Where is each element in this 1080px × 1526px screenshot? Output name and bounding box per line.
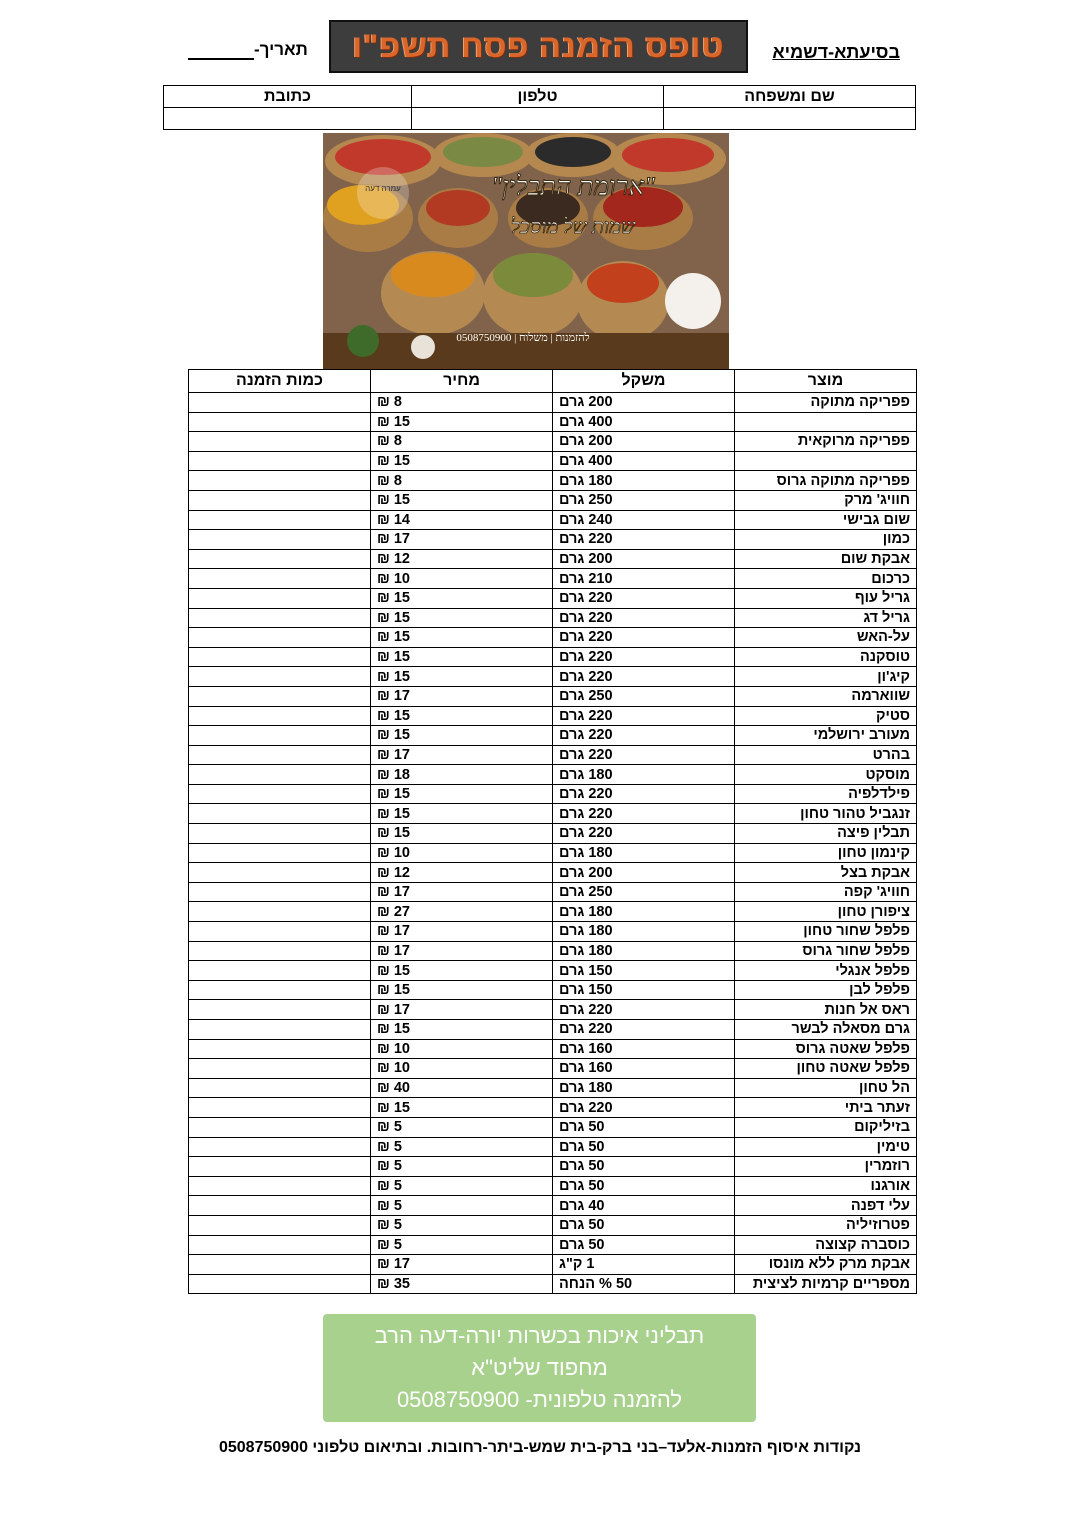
order-qty-cell[interactable]	[189, 1274, 371, 1294]
product-weight: 40 גרם	[553, 1196, 735, 1216]
order-qty-cell[interactable]	[189, 393, 371, 413]
product-weight: 250 גרם	[553, 686, 735, 706]
product-weight: 220 גרם	[553, 804, 735, 824]
table-row	[189, 706, 917, 726]
product-weight: 250 גרם	[553, 882, 735, 902]
address-header: כתובת	[164, 86, 412, 108]
table-row	[189, 628, 917, 648]
order-qty-cell[interactable]	[189, 804, 371, 824]
order-qty-cell[interactable]	[189, 941, 371, 961]
order-qty-cell[interactable]	[189, 706, 371, 726]
table-row	[189, 980, 917, 1000]
order-qty-cell[interactable]	[189, 765, 371, 785]
product-price: 15 ₪	[371, 961, 553, 981]
product-price: 35 ₪	[371, 1274, 553, 1294]
product-weight: 50 גרם	[553, 1137, 735, 1157]
product-price: 17 ₪	[371, 686, 553, 706]
product-weight: 210 גרם	[553, 569, 735, 589]
phone-header: טלפון	[412, 86, 664, 108]
order-qty-cell[interactable]	[189, 1235, 371, 1255]
product-price: 10 ₪	[371, 843, 553, 863]
product-name: חוויג' קפה	[735, 882, 917, 902]
product-name: כמון	[735, 530, 917, 550]
product-weight: 200 גרם	[553, 549, 735, 569]
product-price: 10 ₪	[371, 1039, 553, 1059]
order-qty-cell[interactable]	[189, 1196, 371, 1216]
product-price: 40 ₪	[371, 1078, 553, 1098]
table-row	[189, 1235, 917, 1255]
product-weight: 50 גרם	[553, 1157, 735, 1177]
product-weight: 50 % הנחה	[553, 1274, 735, 1294]
product-name	[735, 412, 917, 432]
order-qty-cell[interactable]	[189, 1020, 371, 1040]
product-name: גריל דג	[735, 608, 917, 628]
table-row	[189, 1176, 917, 1196]
product-price: 15 ₪	[371, 804, 553, 824]
product-name: פפריקה מרוקאית	[735, 432, 917, 452]
table-row	[189, 510, 917, 530]
order-qty-cell[interactable]	[189, 412, 371, 432]
product-weight: 220 גרם	[553, 784, 735, 804]
product-name: טימין	[735, 1137, 917, 1157]
product-name: פלפל שאטה טחון	[735, 1059, 917, 1079]
product-name: פילדלפיה	[735, 784, 917, 804]
product-name: סטיק	[735, 706, 917, 726]
order-qty-cell[interactable]	[189, 588, 371, 608]
product-price: 17 ₪	[371, 922, 553, 942]
product-price: 14 ₪	[371, 510, 553, 530]
product-weight: 220 גרם	[553, 608, 735, 628]
order-qty-cell[interactable]	[189, 628, 371, 648]
product-weight: 220 גרם	[553, 706, 735, 726]
order-qty-cell[interactable]	[189, 686, 371, 706]
product-weight: 220 גרם	[553, 1098, 735, 1118]
table-row	[189, 647, 917, 667]
product-price: 17 ₪	[371, 530, 553, 550]
weight-column-header: משקל	[553, 370, 735, 393]
product-name: קיג'ון	[735, 667, 917, 687]
order-qty-cell[interactable]	[189, 1039, 371, 1059]
product-weight: 220 גרם	[553, 726, 735, 746]
order-qty-cell[interactable]	[189, 784, 371, 804]
product-price: 15 ₪	[371, 980, 553, 1000]
product-price: 15 ₪	[371, 412, 553, 432]
product-weight: 160 גרם	[553, 1039, 735, 1059]
product-price: 17 ₪	[371, 1000, 553, 1020]
table-row	[189, 471, 917, 491]
table-row	[189, 961, 917, 981]
table-row	[189, 804, 917, 824]
order-qty-cell[interactable]	[189, 922, 371, 942]
product-weight: 220 גרם	[553, 530, 735, 550]
product-weight: 220 גרם	[553, 628, 735, 648]
kashrut-line-2: מחפוד שליט"א	[471, 1355, 608, 1380]
product-name: רוזמרין	[735, 1157, 917, 1177]
product-name: פלפל אנגלי	[735, 961, 917, 981]
product-price: 27 ₪	[371, 902, 553, 922]
order-qty-cell[interactable]	[189, 882, 371, 902]
table-row	[189, 1117, 917, 1137]
product-price: 15 ₪	[371, 608, 553, 628]
table-row	[189, 451, 917, 471]
brand-name: "ארומת התבלין"	[491, 172, 655, 201]
product-price: 17 ₪	[371, 941, 553, 961]
product-price: 17 ₪	[371, 882, 553, 902]
product-name: בהרט	[735, 745, 917, 765]
order-qty-cell[interactable]	[189, 1255, 371, 1275]
table-row	[189, 1255, 917, 1275]
product-price: 15 ₪	[371, 706, 553, 726]
table-row	[189, 784, 917, 804]
product-name: ראס אל חנות	[735, 1000, 917, 1020]
order-qty-cell[interactable]	[189, 1078, 371, 1098]
product-price: 10 ₪	[371, 1059, 553, 1079]
order-qty-cell[interactable]	[189, 1176, 371, 1196]
product-name: כוסברה קצוצה	[735, 1235, 917, 1255]
order-qty-cell[interactable]	[189, 1117, 371, 1137]
product-name: זעתר ביתי	[735, 1098, 917, 1118]
product-price: 15 ₪	[371, 588, 553, 608]
table-row	[189, 922, 917, 942]
product-weight: 180 גרם	[553, 922, 735, 942]
order-qty-cell[interactable]	[189, 1137, 371, 1157]
table-row	[189, 941, 917, 961]
banner-contact: 0508750900 | להזמנות | משלוח	[456, 332, 590, 344]
order-qty-cell[interactable]	[189, 726, 371, 746]
product-name: עלי דפנה	[735, 1196, 917, 1216]
form-title: טופס הזמנה פסח תשפ"ו	[352, 28, 725, 64]
product-price: 12 ₪	[371, 549, 553, 569]
product-name: בזיליקום	[735, 1117, 917, 1137]
table-row	[189, 686, 917, 706]
table-row	[189, 1137, 917, 1157]
product-price: 10 ₪	[371, 569, 553, 589]
product-name: מעורב ירושלמי	[735, 726, 917, 746]
product-price: 5 ₪	[371, 1137, 553, 1157]
products-table	[188, 369, 917, 1294]
order-qty-cell[interactable]	[189, 980, 371, 1000]
product-name: פלפל לבן	[735, 980, 917, 1000]
product-price: 5 ₪	[371, 1117, 553, 1137]
product-name	[735, 451, 917, 471]
customer-details-table	[163, 85, 916, 130]
product-price: 17 ₪	[371, 745, 553, 765]
table-row	[189, 1098, 917, 1118]
product-name: פפריקה מתוקה גרוס	[735, 471, 917, 491]
product-name: תבלין פיצה	[735, 824, 917, 844]
product-name: גריל עוף	[735, 588, 917, 608]
pickup-points-footer: נקודות איסוף הזמנות-אלעד–בני ברק-בית שמש-ביתר-רחובות. ובתיאום טלפוני 0508750900	[218, 1439, 862, 1456]
product-name: פלפל שאטה גרוס	[735, 1039, 917, 1059]
product-weight: 250 גרם	[553, 490, 735, 510]
product-name: שווארמה	[735, 686, 917, 706]
product-price: 15 ₪	[371, 451, 553, 471]
product-price: 18 ₪	[371, 765, 553, 785]
kashrut-line-1: תבליני איכות בכשרות יורה-דעה הרב	[374, 1323, 705, 1348]
product-name: אבקת בצל	[735, 863, 917, 883]
table-row	[189, 863, 917, 883]
order-qty-cell[interactable]	[189, 510, 371, 530]
product-weight: 50 גרם	[553, 1117, 735, 1137]
product-name: מספריים קרמיות לציצית	[735, 1274, 917, 1294]
order-qty-cell[interactable]	[189, 647, 371, 667]
product-weight: 50 גרם	[553, 1176, 735, 1196]
table-row	[189, 530, 917, 550]
order-qty-cell[interactable]	[189, 490, 371, 510]
order-qty-cell[interactable]	[189, 824, 371, 844]
name-input-cell[interactable]	[664, 108, 916, 130]
table-row	[189, 765, 917, 785]
table-row	[189, 549, 917, 569]
product-price: 5 ₪	[371, 1235, 553, 1255]
product-weight: 180 גרם	[553, 902, 735, 922]
product-weight: 160 גרם	[553, 1059, 735, 1079]
supervision-heading: בסיעתא-דשמיא	[772, 42, 900, 62]
order-qty-cell[interactable]	[189, 961, 371, 981]
order-qty-cell[interactable]	[189, 608, 371, 628]
product-weight: 180 גרם	[553, 471, 735, 491]
order-qty-cell[interactable]	[189, 863, 371, 883]
product-name: ציפורן טחון	[735, 902, 917, 922]
product-price: 15 ₪	[371, 1020, 553, 1040]
product-weight: 150 גרם	[553, 961, 735, 981]
name-header: שם ומשפחה	[664, 86, 916, 108]
product-name: אורגנו	[735, 1176, 917, 1196]
address-input-cell[interactable]	[164, 108, 412, 130]
product-price: 15 ₪	[371, 1098, 553, 1118]
price-column-header: מחיר	[371, 370, 553, 393]
product-price: 5 ₪	[371, 1196, 553, 1216]
product-weight: 220 גרם	[553, 667, 735, 687]
order-qty-cell[interactable]	[189, 549, 371, 569]
product-name: חוויג' מרק	[735, 490, 917, 510]
table-row	[189, 1078, 917, 1098]
product-weight: 220 גרם	[553, 1000, 735, 1020]
product-price: 15 ₪	[371, 490, 553, 510]
product-name: פטרוזיליה	[735, 1215, 917, 1235]
product-name: שום גבישי	[735, 510, 917, 530]
product-weight: 220 גרם	[553, 1020, 735, 1040]
order-qty-cell[interactable]	[189, 569, 371, 589]
table-row	[189, 1059, 917, 1079]
order-qty-cell[interactable]	[189, 471, 371, 491]
product-price: 15 ₪	[371, 667, 553, 687]
product-weight: 50 גרם	[553, 1235, 735, 1255]
product-name: גרם מסאלה לבשר	[735, 1020, 917, 1040]
product-name: כרכום	[735, 569, 917, 589]
product-price: 15 ₪	[371, 824, 553, 844]
product-price: 17 ₪	[371, 1255, 553, 1275]
product-weight: 180 גרם	[553, 941, 735, 961]
product-weight: 1 ק"ג	[553, 1255, 735, 1275]
product-weight: 180 גרם	[553, 1078, 735, 1098]
product-name: אבקת שום	[735, 549, 917, 569]
product-price: 8 ₪	[371, 432, 553, 452]
product-price: 15 ₪	[371, 647, 553, 667]
table-row	[189, 1157, 917, 1177]
table-row	[189, 569, 917, 589]
table-row	[189, 588, 917, 608]
product-name: מוסקט	[735, 765, 917, 785]
product-weight: 220 גרם	[553, 824, 735, 844]
table-row	[189, 412, 917, 432]
table-row	[189, 490, 917, 510]
kashrut-badge-text: עמרה דעה	[365, 184, 401, 193]
product-name: הל טחון	[735, 1078, 917, 1098]
order-qty-cell[interactable]	[189, 432, 371, 452]
order-qty-cell[interactable]	[189, 1098, 371, 1118]
order-qty-cell[interactable]	[189, 843, 371, 863]
table-row	[189, 882, 917, 902]
table-row	[189, 1000, 917, 1020]
product-name: קינמון טחון	[735, 843, 917, 863]
table-row	[189, 608, 917, 628]
product-column-header: מוצר	[735, 370, 917, 393]
product-price: 5 ₪	[371, 1157, 553, 1177]
table-row	[189, 1274, 917, 1294]
product-weight: 200 גרם	[553, 393, 735, 413]
product-weight: 180 גרם	[553, 843, 735, 863]
phone-input-cell[interactable]	[412, 108, 664, 130]
table-row	[189, 1196, 917, 1216]
order-qty-cell[interactable]	[189, 530, 371, 550]
product-name: פפריקה מתוקה	[735, 393, 917, 413]
order-qty-cell[interactable]	[189, 1157, 371, 1177]
order-qty-cell[interactable]	[189, 451, 371, 471]
qty-column-header: כמות הזמנה	[189, 370, 371, 393]
product-name: פלפל שחור גרוס	[735, 941, 917, 961]
order-qty-cell[interactable]	[189, 1215, 371, 1235]
order-qty-cell[interactable]	[189, 745, 371, 765]
product-weight: 400 גרם	[553, 451, 735, 471]
product-weight: 200 גרם	[553, 863, 735, 883]
product-weight: 150 גרם	[553, 980, 735, 1000]
product-name: על-האש	[735, 628, 917, 648]
product-price: 12 ₪	[371, 863, 553, 883]
product-weight: 240 גרם	[553, 510, 735, 530]
product-price: 8 ₪	[371, 471, 553, 491]
form-title-box	[329, 20, 748, 73]
product-name: אבקת מרק ללא מונסו	[735, 1255, 917, 1275]
table-row	[189, 432, 917, 452]
table-row	[189, 1039, 917, 1059]
order-qty-cell[interactable]	[189, 902, 371, 922]
table-row	[189, 902, 917, 922]
product-weight: 220 גרם	[553, 647, 735, 667]
table-row	[189, 1215, 917, 1235]
spices-banner-image	[323, 133, 729, 369]
product-name: טוסקנה	[735, 647, 917, 667]
date-label: תאריך-	[254, 40, 308, 59]
table-row	[189, 745, 917, 765]
product-weight: 400 גרם	[553, 412, 735, 432]
table-row	[189, 843, 917, 863]
table-row	[189, 726, 917, 746]
product-weight: 50 גרם	[553, 1215, 735, 1235]
date-field	[186, 40, 308, 60]
order-qty-cell[interactable]	[189, 1000, 371, 1020]
order-qty-cell[interactable]	[189, 1059, 371, 1079]
product-name: פלפל שחור טחון	[735, 922, 917, 942]
product-price: 8 ₪	[371, 393, 553, 413]
product-weight: 200 גרם	[553, 432, 735, 452]
table-row	[189, 1020, 917, 1040]
table-row	[189, 393, 917, 413]
product-weight: 220 גרם	[553, 745, 735, 765]
product-price: 15 ₪	[371, 628, 553, 648]
kashrut-info-box	[323, 1314, 756, 1422]
order-phone-line: להזמנה טלפונית- 0508750900	[396, 1387, 683, 1412]
table-row	[189, 824, 917, 844]
date-blank-line[interactable]	[188, 58, 254, 60]
product-name: זנגביל טהור טחון	[735, 804, 917, 824]
product-price: 15 ₪	[371, 726, 553, 746]
brand-slogan: שמות של מוסכל	[510, 216, 636, 238]
product-weight: 180 גרם	[553, 765, 735, 785]
product-price: 5 ₪	[371, 1176, 553, 1196]
order-qty-cell[interactable]	[189, 667, 371, 687]
product-price: 15 ₪	[371, 784, 553, 804]
table-row	[189, 667, 917, 687]
product-weight: 220 גרם	[553, 588, 735, 608]
product-price: 5 ₪	[371, 1215, 553, 1235]
